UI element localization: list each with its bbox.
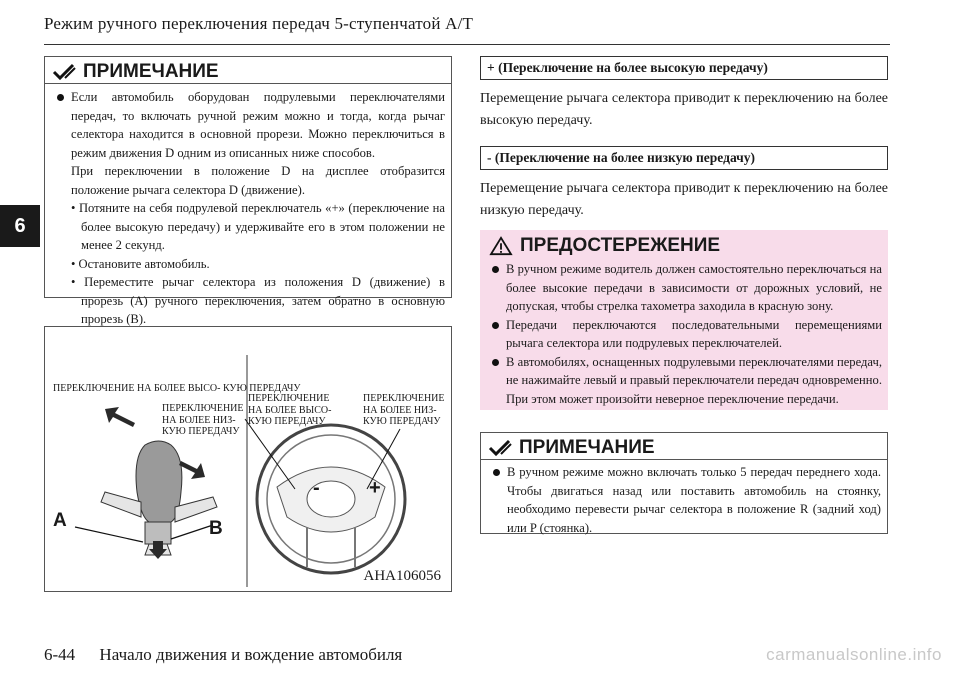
warning-triangle-icon [488,236,514,256]
paddle-plus-sign: + [369,477,381,499]
note-dash-item: • Потяните на себя подрулевой переключатель «+» (переключение на более высокую передачу) и удерживайте его в этом положении не менее 2 секунд. [71,201,445,252]
warning-body [480,258,888,408]
note-heading-label: ПРИМЕЧАНИЕ [519,437,655,458]
warning-bullet: Передачи переключаются последовательными перемещениями рычага селектора или подрулевых переключателей. [486,316,882,353]
warning-heading-label: ПРЕДОСТЕРЕЖЕНИЕ [520,235,721,256]
section-heading-shift-down: - (Переключение на более низкую передачу) [480,146,888,170]
watermark: carmanualsonline.info [766,645,942,664]
page-footer [44,645,402,665]
page-number: 6-44 [44,645,76,664]
pencil-check-icon [487,438,513,458]
chapter-tab: 6 [0,205,40,247]
note-box-forward-gears [480,432,888,534]
section-text-shift-up: Перемещение рычага селектора приводит к переключению на более высокую передачу. [480,91,888,128]
pencil-check-icon [51,62,77,82]
marker-a: A [53,510,67,531]
note-heading [481,433,887,460]
note-box-paddle-shift [44,56,452,326]
label-shift-down-paddle: ПЕРЕКЛЮЧЕНИЕ НА БОЛЕЕ НИЗ- КУЮ ПЕРЕДАЧУ [363,393,445,427]
note-dash-item: • Переместите рычаг селектора из положения D (движение) в прорезь (A) ручного переключения, затем обратно в основную прорезь (B). [71,275,445,326]
note-bullet: В ручном режиме можно включать только 5 передач переднего хода. Чтобы двигаться назад или поставить автомобиль на стоянку, необходимо перевести рычаг селектора в положение R (задний ход) или P (стоянка). [487,463,881,537]
label-shift-up-lever: ПЕРЕКЛЮЧЕНИЕ НА БОЛЕЕ ВЫСО- КУЮ ПЕРЕДАЧУ [53,383,301,394]
marker-b: B [209,518,223,539]
section-heading-shift-up: + (Переключение на более высокую передачу) [480,56,888,80]
section-text-shift-down: Перемещение рычага селектора приводит к переключению на более низкую передачу. [480,181,888,218]
steering-wheel-illustration [245,419,405,573]
figure-shift-controls [44,326,452,592]
note-heading [45,57,451,84]
warning-box [480,230,888,410]
paddle-minus-sign: - [313,477,320,499]
note-body [481,460,887,537]
warning-bullet: В автомобилях, оснащенных подрулевыми переключателями передач, не нажимайте левый и правый переключатели передач одновременно. При этом может произойти неверное переключение передачи. [486,353,882,409]
note-dash-item: • Остановите автомобиль. [71,256,210,271]
label-shift-down-lever: ПЕРЕКЛЮЧЕНИЕ НА БОЛЕЕ НИЗ- КУЮ ПЕРЕДАЧУ [162,403,244,437]
note-heading-label: ПРИМЕЧАНИЕ [83,61,219,82]
header-divider [44,44,890,45]
figure-code: AHA106056 [363,568,441,584]
warning-heading [480,230,888,258]
note-text: При переключении в положение D на дисплее отобразится положение рычага селектора D (движение). [71,164,445,197]
label-shift-up-paddle: ПЕРЕКЛЮЧЕНИЕ НА БОЛЕЕ ВЫСО- КУЮ ПЕРЕДАЧУ [248,393,332,427]
warning-bullet: В ручном режиме водитель должен самостоятельно переключаться на более высокие передачи в зависимости от дорожных условий, не допуская, чтобы стрелка тахометра заходила в красную зону. [486,260,882,316]
page-header-title: Режим ручного переключения передач 5-ступенчатой А/Т [44,14,474,33]
figure-illustration [45,327,453,593]
footer-section-title: Начало движения и вождение автомобиля [99,645,403,664]
note-bullet: Если автомобиль оборудован подрулевыми переключателями передач, то включать ручной режим можно и тогда, когда рычаг селектора находится в основной прорези. Можно переключиться в режим движения D одним из описанных ниже способов. [51,88,445,162]
note-body [45,84,451,329]
